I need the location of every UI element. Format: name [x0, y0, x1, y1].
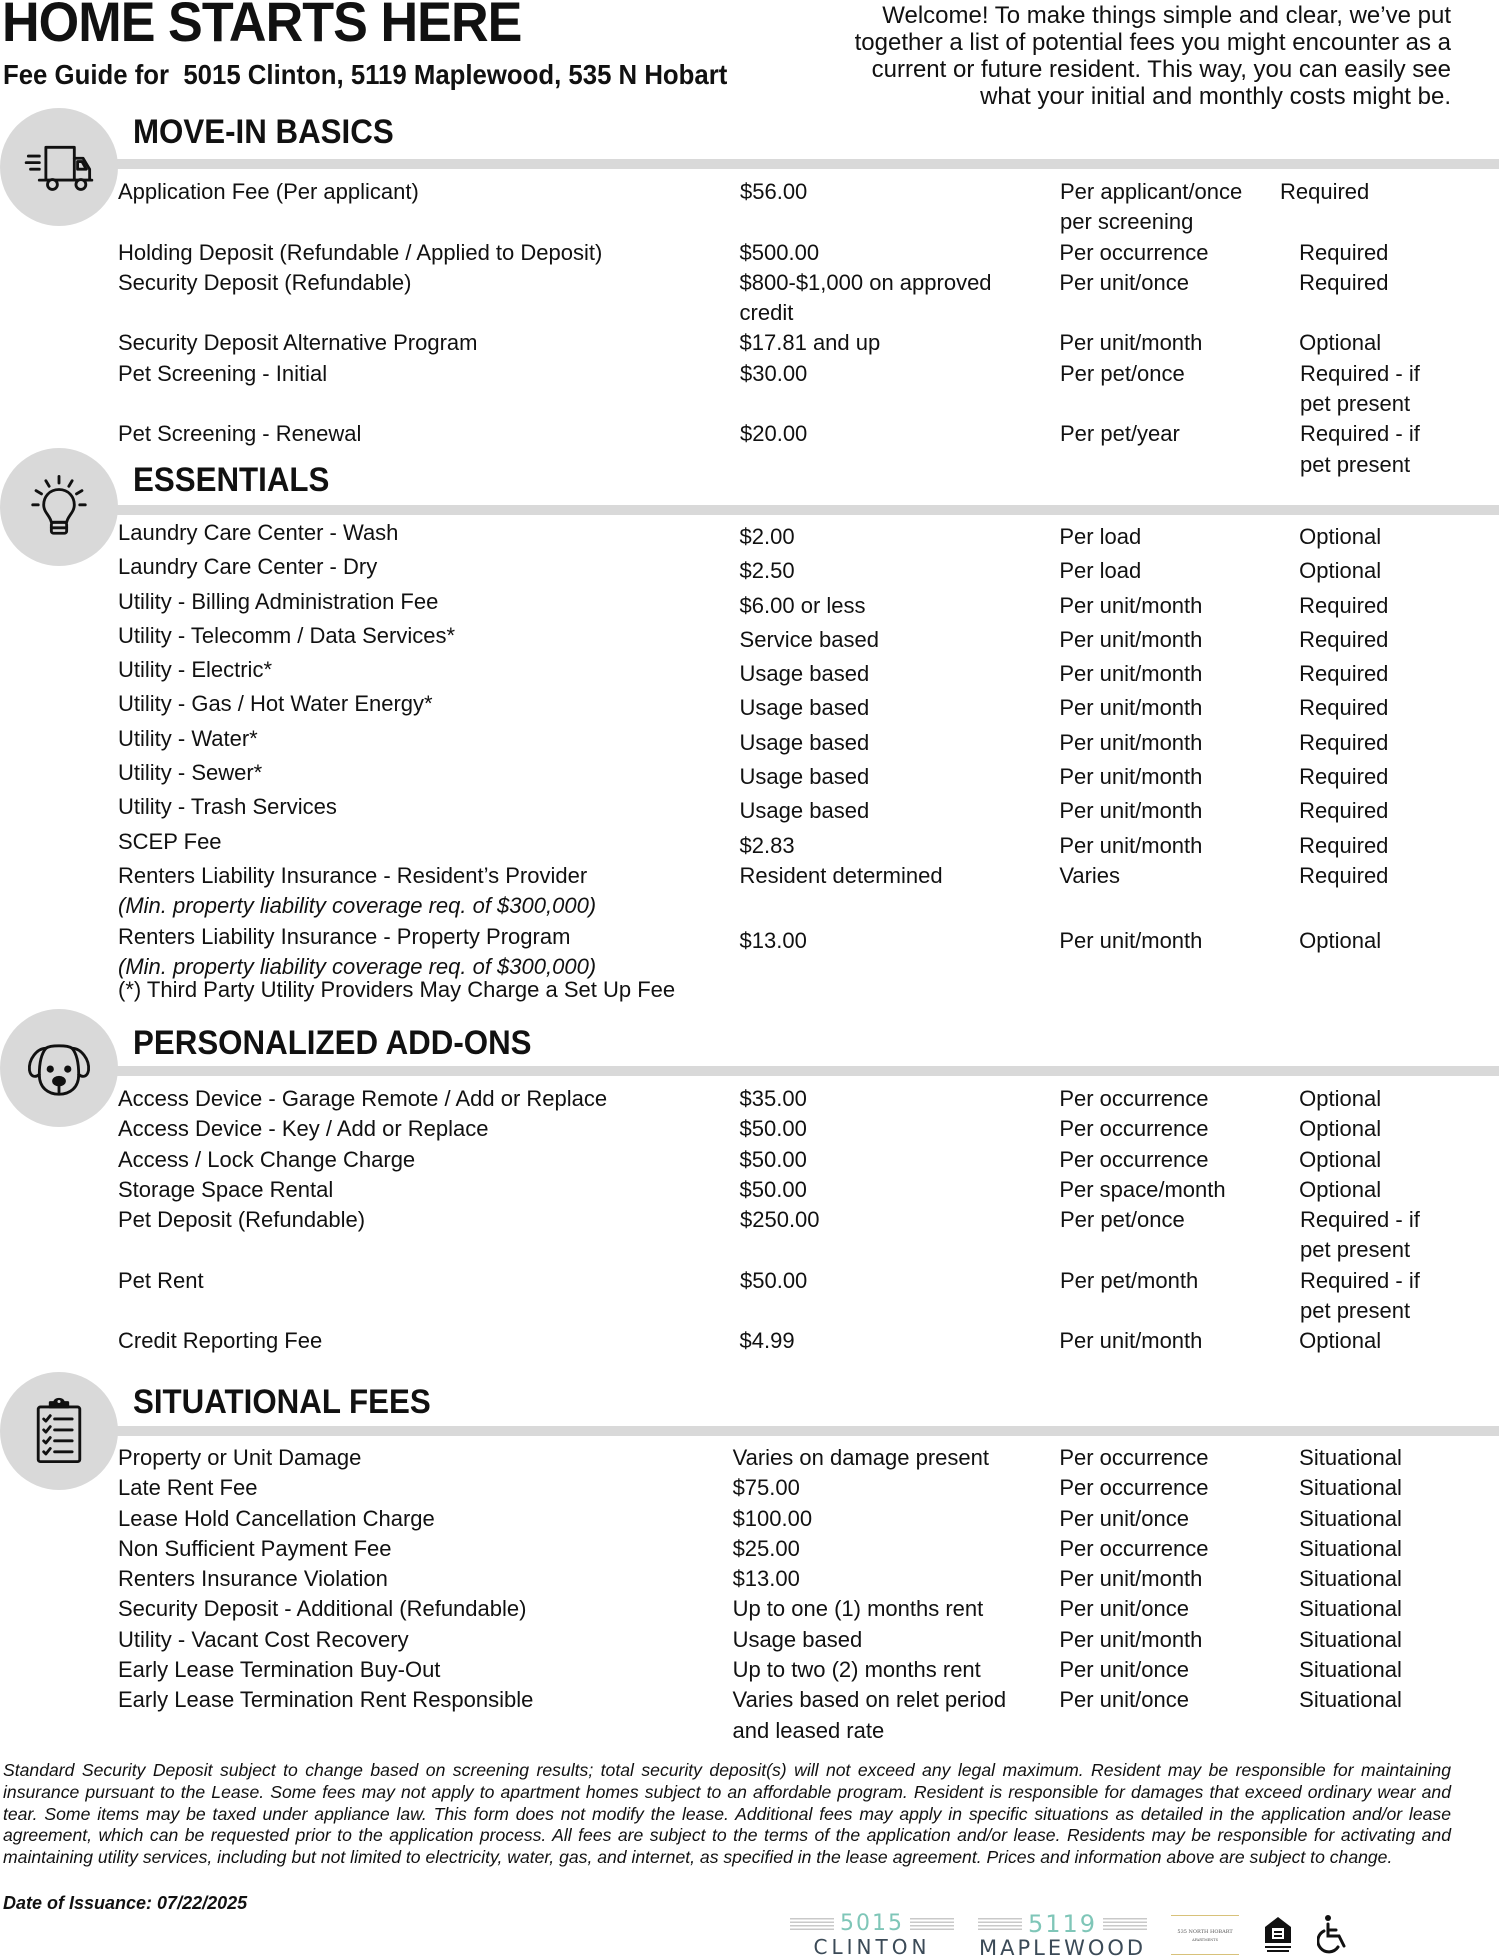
- fee-status: Required: [1299, 239, 1389, 265]
- table-row: [118, 1504, 1499, 1534]
- fee-name: Storage Space Rental: [118, 1176, 334, 1202]
- fee-amount: $250.00: [740, 1207, 820, 1233]
- section-title: SITUATIONAL FEES: [133, 1383, 431, 1421]
- fee-name: Property or Unit Damage: [118, 1445, 362, 1470]
- fee-amount: Up to one (1) months rent: [732, 1596, 984, 1622]
- fee-frequency: Per occurrence: [1059, 239, 1209, 265]
- fee-status: Required: [1299, 695, 1389, 721]
- logo-sub: APARTMENTS: [1192, 1937, 1219, 1942]
- disclaimer-text: Standard Security Deposit subject to change based on screening results; total security deposit(s) will not exceed any legal maximum. Resident may be responsible for maintaining insurance pursuant to the Lease. Some fees may not apply to apartment homes subject to an affordable program. Resident is responsible for damages that exceed ordinary wear and tear. Some items may be taxed under appliance law. This form does not modify the lease. Additional fees may apply in specific situations as detailed in the application and/or lease agreement, which can be requested prior to the application process. All fees are subject to the terms of the application and/or lease. Residents may be responsible for activating and maintaining utility services, including but not limited to electricity, water, gas, and internet, as specified in the lease agreement. Prices and information above are subject to change.: [3, 1760, 1451, 1868]
- fee-amount: $500.00: [739, 239, 820, 265]
- fee-name: Utility - Electric*: [118, 657, 273, 683]
- fee-frequency: Per unit/month: [1059, 661, 1203, 687]
- fee-status: Situational: [1299, 1566, 1402, 1592]
- fee-amount: $13.00: [739, 927, 807, 953]
- fee-frequency: Per space/month: [1059, 1176, 1226, 1202]
- table-row: [118, 359, 1499, 420]
- fee-status: Required: [1299, 832, 1389, 858]
- fee-frequency: Per occurrence: [1059, 1445, 1209, 1470]
- fee-amount: $75.00: [732, 1475, 800, 1501]
- property-logos: [790, 1909, 1351, 1960]
- fee-amount: $2.50: [739, 558, 795, 584]
- section-title: ESSENTIALS: [133, 461, 330, 499]
- fee-status: Required: [1299, 729, 1389, 755]
- fee-amount: Usage based: [739, 764, 870, 790]
- page-title: HOME STARTS HERE: [2, 0, 522, 53]
- fee-amount: $35.00: [739, 1086, 807, 1111]
- fee-status: Optional: [1299, 330, 1382, 356]
- fee-status: Required - if pet present: [1300, 360, 1420, 417]
- fee-name: Utility - Gas / Hot Water Energy*: [118, 691, 433, 717]
- fee-name: Access Device - Key / Add or Replace: [118, 1116, 489, 1142]
- fee-frequency: Per pet/month: [1060, 1267, 1199, 1293]
- table-row: [118, 621, 1499, 655]
- fee-status: Required: [1299, 862, 1389, 888]
- table-row: [118, 1145, 1499, 1175]
- fee-amount: $30.00: [740, 360, 808, 386]
- fee-frequency: Per unit/month: [1059, 764, 1203, 790]
- table-row: [118, 1326, 1499, 1356]
- table-row: [118, 1685, 1499, 1746]
- fee-amount: $25.00: [732, 1535, 800, 1561]
- dog-icon: [24, 1033, 94, 1103]
- fee-frequency: Per occurrence: [1059, 1116, 1209, 1142]
- table-row: [118, 552, 1499, 586]
- fee-frequency: Per pet/once: [1060, 1207, 1185, 1233]
- table-row: [118, 1175, 1499, 1205]
- table-row: [118, 1564, 1499, 1594]
- fee-amount: Usage based: [739, 798, 870, 824]
- fee-frequency: Per unit/once: [1059, 1657, 1189, 1683]
- fee-frequency: Per unit/month: [1059, 1626, 1203, 1652]
- fee-status: Required: [1299, 592, 1389, 618]
- fee-name: Utility - Water*: [118, 725, 258, 751]
- section-divider: [96, 1066, 1499, 1076]
- table-row: [118, 1473, 1499, 1503]
- accessibility-wheelchair-icon: [1317, 1914, 1351, 1956]
- fee-frequency: Per occurrence: [1059, 1475, 1209, 1501]
- truck-icon: [24, 132, 94, 202]
- fee-amount: $17.81 and up: [739, 330, 881, 356]
- table-row: [118, 827, 1499, 861]
- table-row: [118, 792, 1499, 826]
- table-row: [118, 587, 1499, 621]
- fee-status: Required: [1299, 626, 1389, 652]
- fee-name: Utility - Trash Services: [118, 794, 337, 820]
- fee-amount: $100.00: [732, 1505, 813, 1531]
- fee-frequency: Per unit/month: [1059, 1566, 1203, 1592]
- table-row: [118, 1534, 1499, 1564]
- fee-amount: $50.00: [739, 1176, 807, 1202]
- fee-name: SCEP Fee: [118, 828, 222, 854]
- fee-status: Required: [1299, 269, 1389, 295]
- fee-status: Required: [1280, 179, 1370, 204]
- logo-5015-clinton: [790, 1913, 954, 1957]
- fee-frequency: Per unit/month: [1059, 1328, 1203, 1354]
- fee-frequency: Per pet/year: [1060, 421, 1180, 447]
- fee-name: Holding Deposit (Refundable / Applied to Deposit): [118, 239, 603, 265]
- table-row: [118, 268, 1499, 329]
- fee-status: Optional: [1299, 524, 1382, 549]
- clipboard-checklist-icon: [24, 1396, 94, 1466]
- logo-name: 535 NORTH HOBART: [1177, 1928, 1233, 1935]
- fee-frequency: Per unit/month: [1059, 330, 1203, 356]
- table-row: [118, 328, 1499, 358]
- fee-table: [118, 1084, 1499, 1357]
- fee-amount: $2.83: [739, 832, 795, 858]
- fee-frequency: Varies: [1059, 862, 1121, 888]
- fee-name: Early Lease Termination Rent Responsible: [118, 1687, 534, 1713]
- fee-status: Situational: [1299, 1505, 1402, 1531]
- section-title: PERSONALIZED ADD-ONS: [133, 1024, 532, 1062]
- fee-amount: $2.00: [739, 524, 795, 549]
- fee-status: Situational: [1299, 1596, 1402, 1622]
- fee-table: [118, 1443, 1499, 1746]
- fee-name: Pet Screening - Initial: [118, 360, 328, 386]
- fee-note: (Min. property liability coverage req. of $300,000): [118, 953, 597, 979]
- issuance-date: Date of Issuance: 07/22/2025: [3, 1893, 248, 1913]
- fee-status: Required: [1299, 661, 1389, 687]
- fee-name-text: Renters Liability Insurance - Resident’s Provider: [118, 862, 588, 888]
- fee-name: Access / Lock Change Charge: [118, 1146, 416, 1172]
- table-row: [118, 724, 1499, 758]
- logo-number: 5015: [840, 1911, 904, 1936]
- logo-535-north-hobart: [1171, 1915, 1239, 1955]
- fee-name: Security Deposit Alternative Program: [118, 330, 478, 356]
- table-row: [118, 758, 1499, 792]
- fee-amount: Usage based: [739, 729, 870, 755]
- fee-frequency: Per unit/month: [1059, 832, 1203, 858]
- table-row: [118, 689, 1499, 723]
- fee-note: (Min. property liability coverage req. of $300,000): [118, 893, 597, 919]
- page-subtitle: Fee Guide for 5015 Clinton, 5119 Maplewood, 535 N Hobart: [3, 59, 728, 90]
- table-row: [118, 1625, 1499, 1655]
- fee-amount: Up to two (2) months rent: [732, 1657, 981, 1683]
- fee-status: Optional: [1299, 1086, 1382, 1111]
- fee-status: Required - if pet present: [1300, 1207, 1420, 1263]
- fee-frequency: Per unit/month: [1059, 927, 1203, 953]
- fee-amount: Varies on damage present: [732, 1445, 989, 1470]
- fee-frequency: Per occurrence: [1059, 1146, 1209, 1172]
- fee-name: Credit Reporting Fee: [118, 1328, 323, 1354]
- section-title: MOVE-IN BASICS: [133, 113, 394, 151]
- utility-footnote: (*) Third Party Utility Providers May Charge a Set Up Fee: [118, 977, 676, 1002]
- table-row: [118, 1655, 1499, 1685]
- fee-name: Late Rent Fee: [118, 1475, 258, 1501]
- fee-amount: $50.00: [740, 1267, 808, 1293]
- fee-amount: $6.00 or less: [739, 592, 866, 618]
- fee-amount: $20.00: [740, 421, 808, 447]
- logo-number: 5119: [1028, 1909, 1098, 1938]
- section-icon-circle: [0, 1372, 118, 1490]
- table-row: [118, 1114, 1499, 1144]
- fee-name: Pet Deposit (Refundable): [118, 1207, 366, 1233]
- fee-frequency: Per unit/once: [1059, 1687, 1189, 1713]
- fee-amount: Service based: [739, 626, 879, 652]
- fee-frequency: Per load: [1059, 524, 1142, 549]
- fee-name: Security Deposit - Additional (Refundable): [118, 1596, 527, 1622]
- fee-amount: $50.00: [739, 1116, 807, 1142]
- section-icon-circle: [0, 1009, 118, 1127]
- fee-amount: Resident determined: [739, 862, 943, 888]
- table-row: [118, 922, 1499, 983]
- table-row: [118, 1594, 1499, 1624]
- fee-table: [118, 518, 1499, 982]
- fee-name: Laundry Care Center - Wash: [118, 520, 399, 545]
- fee-status: Situational: [1299, 1626, 1402, 1652]
- section-icon-circle: [0, 448, 118, 566]
- logo-5119-maplewood: [978, 1909, 1147, 1960]
- fee-name: Renters Insurance Violation: [118, 1566, 388, 1592]
- section-icon-circle: [0, 108, 118, 226]
- fee-frequency: Per unit/once: [1059, 1505, 1189, 1531]
- fee-amount: Usage based: [739, 695, 870, 721]
- fee-frequency: Per unit/month: [1059, 626, 1203, 652]
- fee-status: Situational: [1299, 1535, 1402, 1561]
- fee-name: Pet Screening - Renewal: [118, 421, 362, 447]
- section-divider: [96, 505, 1499, 515]
- fee-name: Utility - Billing Administration Fee: [118, 588, 439, 614]
- table-row: [118, 1266, 1499, 1327]
- fee-status: Optional: [1299, 927, 1382, 953]
- table-row: [118, 177, 1499, 238]
- lightbulb-icon: [24, 472, 94, 542]
- fee-frequency: Per unit/month: [1059, 798, 1203, 824]
- fee-frequency: Per unit/once: [1059, 1596, 1189, 1622]
- fee-name: Access Device - Garage Remote / Add or Replace: [118, 1086, 608, 1111]
- table-row: [118, 518, 1499, 552]
- fee-name: Utility - Sewer*: [118, 760, 263, 786]
- fee-name: [118, 861, 740, 922]
- fee-status: Situational: [1299, 1475, 1402, 1501]
- table-row: [118, 1443, 1499, 1473]
- fee-frequency: Per applicant/once per screening: [1060, 179, 1243, 235]
- fee-frequency: Per unit/once: [1059, 269, 1189, 295]
- intro-text: Welcome! To make things simple and clear, we’ve put together a list of potential fees you might encounter as a current or future resident. This way, you can easily see what your initial and monthly costs might be.: [854, 2, 1451, 110]
- fee-amount: $56.00: [740, 179, 808, 204]
- fee-frequency: Per load: [1059, 558, 1142, 584]
- fee-status: Situational: [1299, 1687, 1402, 1713]
- fee-name: Application Fee (Per applicant): [118, 179, 419, 204]
- fee-name: Laundry Care Center - Dry: [118, 554, 378, 580]
- fee-name: Early Lease Termination Buy-Out: [118, 1657, 441, 1683]
- equal-housing-icon: [1263, 1915, 1293, 1955]
- table-row: [118, 1084, 1499, 1114]
- fee-amount: $13.00: [732, 1566, 800, 1592]
- fee-amount: $50.00: [739, 1146, 807, 1172]
- fee-frequency: Per occurrence: [1059, 1086, 1209, 1111]
- fee-status: Required - if pet present: [1300, 1267, 1420, 1324]
- section-divider: [96, 1426, 1499, 1436]
- fee-amount: $4.99: [739, 1328, 795, 1354]
- logo-name: MAPLEWOOD: [978, 1935, 1147, 1960]
- fee-status: Required: [1299, 764, 1389, 790]
- fee-amount: Usage based: [739, 661, 870, 687]
- section-divider: [96, 159, 1499, 169]
- fee-name: Utility - Vacant Cost Recovery: [118, 1626, 409, 1652]
- fee-table: [118, 177, 1499, 480]
- fee-amount: Varies based on relet period and leased rate: [732, 1687, 1007, 1743]
- fee-status: Required: [1299, 798, 1389, 824]
- table-row: [118, 238, 1499, 268]
- fee-status: Required - if pet present: [1300, 421, 1420, 477]
- fee-status: Situational: [1299, 1657, 1402, 1683]
- fee-frequency: Per pet/once: [1060, 360, 1185, 386]
- table-row: [118, 861, 1499, 922]
- fee-status: Optional: [1299, 1176, 1382, 1202]
- fee-frequency: Per unit/month: [1059, 592, 1203, 618]
- fee-name-text: Renters Liability Insurance - Property Program: [118, 923, 571, 949]
- fee-status: Optional: [1299, 1146, 1382, 1172]
- fee-amount: $800-$1,000 on approved credit: [739, 269, 992, 326]
- fee-status: Optional: [1299, 1116, 1382, 1142]
- table-row: [118, 655, 1499, 689]
- fee-name: Non Sufficient Payment Fee: [118, 1535, 392, 1561]
- fee-frequency: Per unit/month: [1059, 695, 1203, 721]
- logo-name: CLINTON: [813, 1935, 931, 1959]
- fee-frequency: Per unit/month: [1059, 729, 1203, 755]
- fee-name: Pet Rent: [118, 1267, 204, 1293]
- fee-name: Security Deposit (Refundable): [118, 269, 412, 295]
- fee-status: Situational: [1299, 1445, 1402, 1470]
- fee-status: Optional: [1299, 558, 1382, 584]
- table-row: [118, 1205, 1499, 1266]
- fee-status: Optional: [1299, 1328, 1382, 1354]
- fee-name: [118, 922, 740, 983]
- fee-name: Lease Hold Cancellation Charge: [118, 1505, 435, 1531]
- fee-amount: Usage based: [732, 1626, 863, 1652]
- fee-frequency: Per occurrence: [1059, 1535, 1209, 1561]
- fee-name: Utility - Telecomm / Data Services*: [118, 622, 456, 648]
